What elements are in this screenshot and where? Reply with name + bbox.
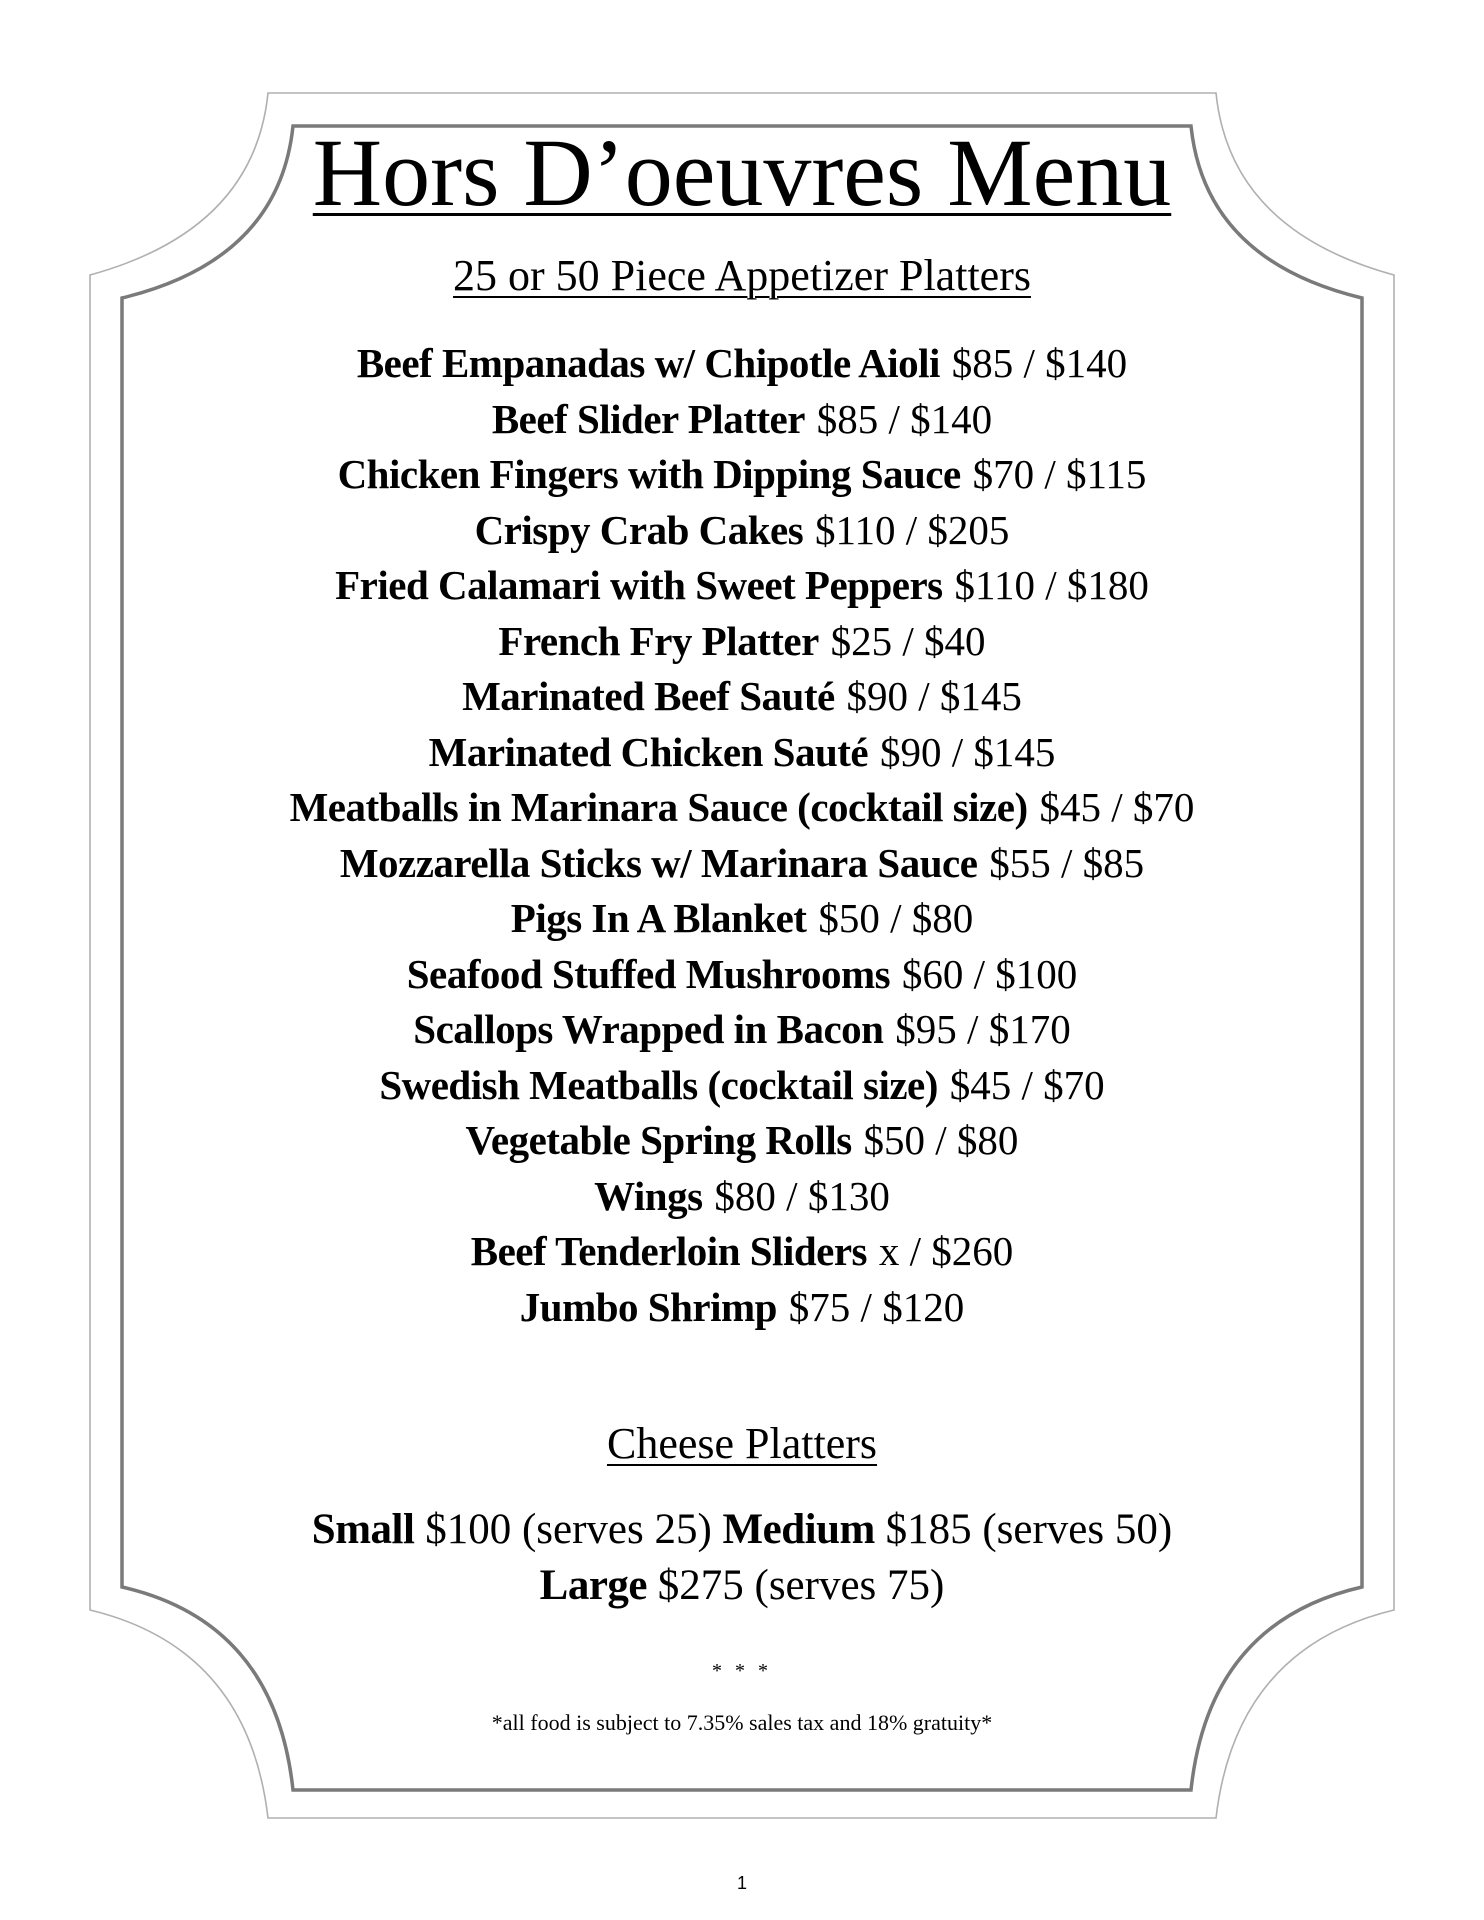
menu-item-price: $55 / $85 (989, 839, 1145, 886)
menu-item (120, 1169, 1364, 1225)
menu-item (120, 336, 1364, 392)
menu-item (120, 725, 1364, 781)
menu-title-text: Hors D’oeuvres Menu (312, 119, 1172, 226)
menu-item-price: $85 / $140 (951, 340, 1128, 386)
menu-item (120, 669, 1364, 725)
menu-item-price: $60 / $100 (901, 950, 1078, 997)
page-number: 1 (736, 1873, 747, 1893)
menu-item-name: Scallops Wrapped in Bacon (413, 1006, 884, 1052)
menu-item-name: Marinated Beef Sauté (462, 673, 835, 719)
menu-item-price: $45 / $70 (949, 1061, 1105, 1108)
menu-item-name: Seafood Stuffed Mushrooms (406, 950, 891, 997)
cheese-line-large (120, 1558, 1364, 1614)
menu-item-name: Fried Calamari with Sweet Peppers (335, 562, 943, 608)
menu-item (120, 836, 1364, 892)
menu-item-name: Crispy Crab Cakes (474, 506, 804, 553)
cheese-heading-text: Cheese Platters (606, 1419, 878, 1468)
menu-item-price: $75 / $120 (788, 1283, 965, 1330)
menu-item-name: Mozzarella Sticks w/ Marinara Sauce (339, 839, 978, 886)
menu-item (120, 780, 1364, 836)
platters-subtitle-text: 25 or 50 Piece Appetizer Platters (453, 251, 1031, 300)
menu-item-price: $90 / $145 (879, 728, 1056, 775)
menu-item (120, 1058, 1364, 1114)
menu-item (120, 614, 1364, 670)
menu-item-name: Wings (594, 1172, 703, 1219)
cheese-small-price: $100 (serves 25) (425, 1506, 712, 1553)
menu-item-price: $90 / $145 (846, 673, 1022, 719)
menu-item-name: Beef Slider Platter (491, 395, 805, 442)
menu-item-name: Meatballs in Marinara Sauce (cocktail size) (289, 784, 1028, 830)
menu-item-price: $50 / $80 (863, 1117, 1019, 1163)
menu-item-price: $80 / $130 (714, 1172, 890, 1219)
menu-item-name: Jumbo Shrimp (519, 1283, 777, 1330)
menu-item (120, 1113, 1364, 1169)
menu-item-price: $110 / $205 (815, 506, 1010, 553)
menu-item (120, 1224, 1364, 1280)
cheese-heading (120, 1416, 1364, 1472)
menu-item (120, 891, 1364, 947)
menu-item-price: $95 / $170 (895, 1006, 1071, 1052)
menu-item-name: French Fry Platter (498, 617, 819, 664)
menu-item-name: Vegetable Spring Rolls (465, 1117, 852, 1163)
cheese-small-label: Small (311, 1506, 415, 1553)
cheese-large-price: $275 (serves 75) (657, 1562, 945, 1609)
menu-item-price: $45 / $70 (1039, 784, 1195, 830)
menu-item (120, 447, 1364, 503)
menu-item (120, 503, 1364, 559)
separator-stars: * * * (712, 1660, 772, 1682)
menu-item-name: Pigs In A Blanket (510, 895, 807, 941)
menu-item-price: $50 / $80 (818, 895, 974, 941)
menu-item (120, 1002, 1364, 1058)
menu-item-name: Beef Tenderloin Sliders (470, 1228, 867, 1274)
menu-item-price: $70 / $115 (972, 451, 1147, 497)
appetizer-list (120, 336, 1364, 1335)
tax-gratuity-note: *all food is subject to 7.35% sales tax and 18% gratuity* (491, 1710, 993, 1735)
menu-item-price: $110 / $180 (954, 562, 1149, 608)
menu-item (120, 558, 1364, 614)
cheese-line-small-medium (120, 1502, 1364, 1558)
menu-item-name: Swedish Meatballs (cocktail size) (379, 1061, 938, 1108)
menu-item-price: x / $260 (878, 1228, 1014, 1274)
cheese-medium-price: $185 (serves 50) (885, 1506, 1173, 1553)
menu-item (120, 392, 1364, 448)
platters-subtitle (120, 248, 1364, 304)
cheese-large-label: Large (539, 1562, 647, 1609)
menu-item-name: Marinated Chicken Sauté (428, 728, 869, 775)
menu-item (120, 1280, 1364, 1336)
menu-item-price: $85 / $140 (816, 395, 993, 442)
menu-item (120, 947, 1364, 1003)
menu-item-name: Chicken Fingers with Dipping Sauce (337, 451, 961, 497)
menu-item-name: Beef Empanadas w/ Chipotle Aioli (356, 340, 940, 386)
menu-title (120, 118, 1364, 228)
menu-item-price: $25 / $40 (830, 617, 986, 664)
cheese-medium-label: Medium (722, 1506, 875, 1553)
